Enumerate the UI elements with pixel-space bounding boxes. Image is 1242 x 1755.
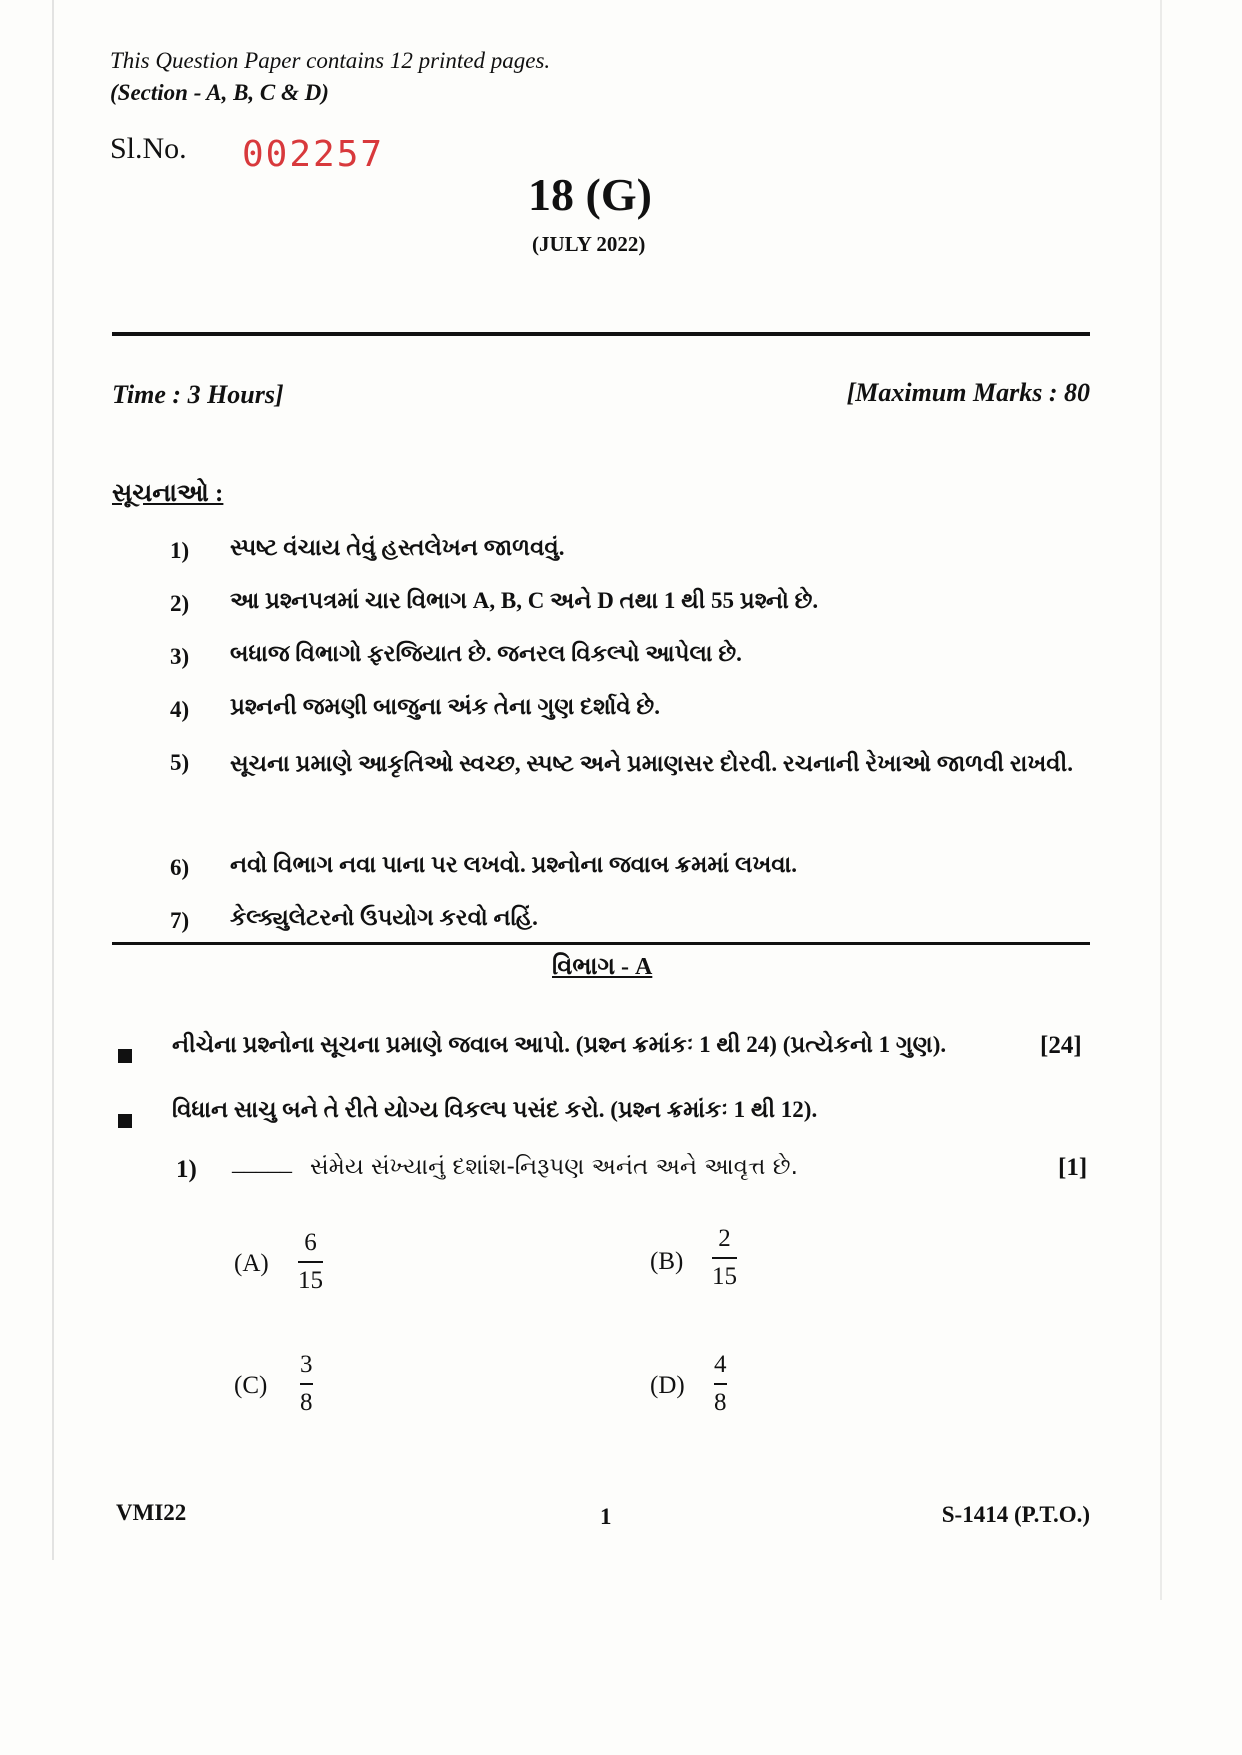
scan-edge-line	[1160, 0, 1162, 1600]
fraction-numerator: 3	[300, 1351, 313, 1378]
option-label: (C)	[234, 1372, 268, 1399]
instruction-number: 1)	[170, 538, 190, 563]
paper-code: 18 (G)	[528, 169, 652, 220]
instructions-heading: સૂચનાઓ :	[112, 480, 224, 507]
mcq-directive: વિધાન સાચુ બને તે રીતે યોગ્ય વિકલ્પ પસંદ કરો. (પ્રશ્ન ક્રમાંકઃ 1 થી 12).	[172, 1097, 818, 1122]
serial-number-value: 002257	[242, 134, 385, 175]
instruction-number: 6)	[170, 855, 190, 880]
fraction-numerator: 4	[714, 1351, 727, 1378]
instruction-text: કેલ્ક્યુલેટરનો ઉપયોગ કરવો નહિં.	[230, 905, 538, 930]
option-label: (D)	[650, 1372, 685, 1399]
question-marks: [1]	[1058, 1154, 1088, 1181]
option-fraction	[300, 1352, 313, 1415]
instruction-number: 7)	[170, 908, 190, 933]
section-a-total-marks: [24]	[1040, 1032, 1082, 1059]
bullet-square-icon	[118, 1049, 132, 1063]
section-a-directive: નીચેના પ્રશ્નોના સૂચના પ્રમાણે જવાબ આપો. (પ્રશ્ન ક્રમાંકઃ 1 થી 24) (પ્રત્યેકનો 1 ગુણ).	[172, 1032, 947, 1057]
maximum-marks: [Maximum Marks : 80	[846, 378, 1090, 407]
fraction-denominator: 8	[300, 1389, 313, 1416]
sections-note: (Section - A, B, C & D)	[110, 80, 329, 105]
instruction-number: 5)	[170, 750, 190, 775]
footer-series: S-1414 (P.T.O.)	[941, 1502, 1090, 1527]
instruction-text: સૂચના પ્રમાણે આકૃતિઓ સ્વચ્છ, સ્પષ્ટ અને પ્રમાણસર દોરવી. રચનાની રેખાઓ જાળવી રાખવી.	[230, 751, 1073, 776]
fraction-numerator: 2	[718, 1225, 731, 1252]
instruction-text: પ્રશ્નની જમણી બાજુના અંક તેના ગુણ દર્શાવે છે.	[230, 694, 660, 719]
instruction-text: બધાજ વિભાગો ફરજિયાત છે. જનરલ વિકલ્પો આપેલા છે.	[230, 641, 742, 666]
option-fraction	[298, 1230, 323, 1293]
fraction-numerator: 6	[304, 1229, 317, 1256]
instruction-text: સ્પષ્ટ વંચાય તેવું હસ્તલેખન જાળવવું.	[230, 535, 565, 560]
pages-note: This Question Paper contains 12 printed pages.	[110, 48, 551, 73]
fraction-bar	[714, 1383, 727, 1385]
instruction-number: 3)	[170, 644, 190, 669]
scan-edge-line	[52, 0, 54, 1560]
instruction-text: નવો વિભાગ નવા પાના પર લખવો. પ્રશ્નોના જવાબ ક્રમમાં લખવા.	[230, 852, 798, 877]
fraction-bar	[300, 1383, 313, 1385]
fraction-bar	[298, 1261, 323, 1263]
question-number: 1)	[176, 1156, 197, 1183]
option-label: (A)	[234, 1250, 269, 1277]
option-fraction	[712, 1226, 737, 1289]
option-fraction	[714, 1352, 727, 1415]
exam-session: (JULY 2022)	[532, 232, 646, 256]
instruction-number: 2)	[170, 591, 190, 616]
section-a-title: વિભાગ - A	[552, 954, 653, 980]
instruction-number: 4)	[170, 697, 190, 722]
question-text: સંમેય સંખ્યાનું દશાંશ-નિરૂપણ અનંત અને આવૃત્ત છે.	[310, 1154, 798, 1180]
fraction-bar	[712, 1257, 737, 1259]
fraction-denominator: 8	[714, 1389, 727, 1416]
serial-number-label: Sl.No.	[110, 132, 187, 165]
header-divider	[112, 332, 1090, 336]
instructions-divider	[112, 942, 1090, 945]
page-number: 1	[600, 1504, 612, 1529]
answer-blank: _____	[232, 1150, 292, 1176]
instruction-text: આ પ્રશ્નપત્રમાં ચાર વિભાગ A, B, C અને D તથા 1 થી 55 પ્રશ્નો છે.	[230, 588, 819, 613]
fraction-denominator: 15	[712, 1263, 737, 1290]
footer-code: VMI22	[116, 1500, 187, 1525]
time-allowed: Time : 3 Hours]	[112, 380, 284, 409]
option-label: (B)	[650, 1248, 684, 1275]
bullet-square-icon	[118, 1114, 132, 1128]
fraction-denominator: 15	[298, 1267, 323, 1294]
